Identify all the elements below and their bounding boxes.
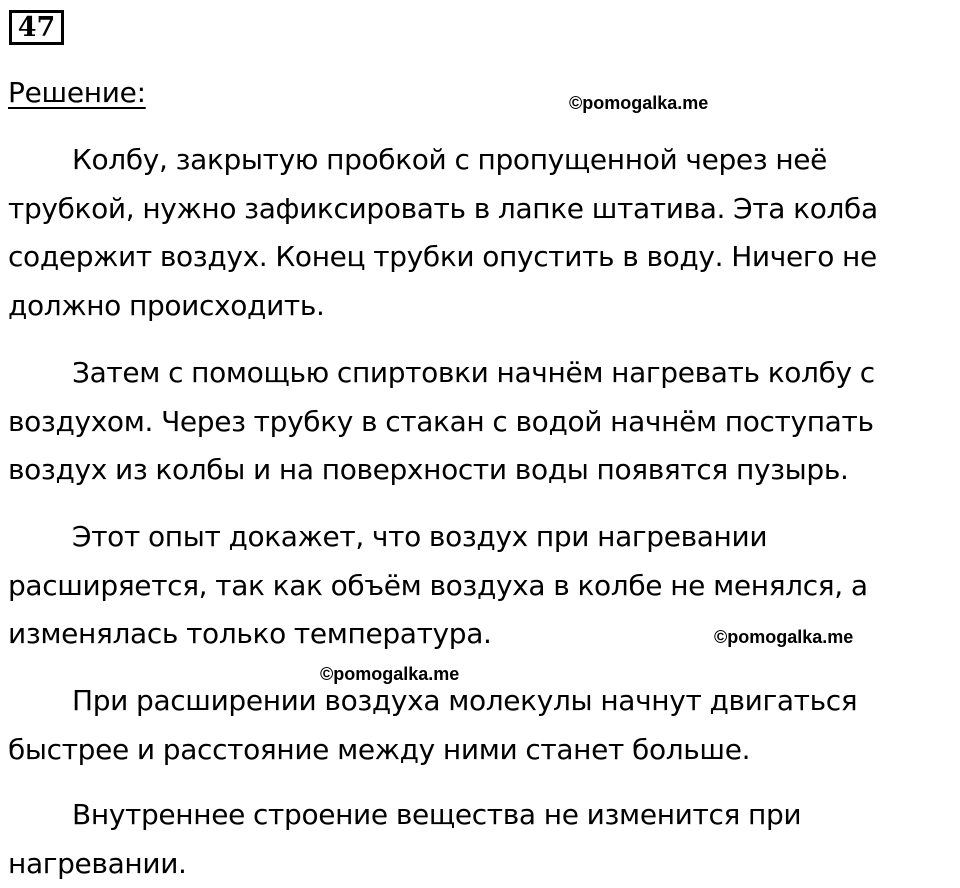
task-number-box xyxy=(9,10,64,45)
watermark: ©pomogalka.me xyxy=(320,664,460,684)
solution-heading: Решение: xyxy=(8,76,146,109)
paragraph: Внутреннее строение вещества не изменится при нагревании. xyxy=(8,798,802,880)
paragraph: Этот опыт докажет, что воздух при нагревании расширяется, так как объём воздуха в колбе не менялся, а изменялась только температура. xyxy=(8,520,868,650)
watermark: ©pomogalka.me xyxy=(569,93,709,113)
task-number: 47 xyxy=(17,12,56,43)
paragraph: Колбу, закрытую пробкой с пропущенной через неё трубкой, нужно зафиксировать в лапке штатива. Эта колба содержит воздух. Конец трубки опустить в воду. Ничего не должно происходить. xyxy=(8,143,878,322)
paragraph: При расширении воздуха молекулы начнут двигаться быстрее и расстояние между ними станет больше. xyxy=(8,684,858,766)
watermark: ©pomogalka.me xyxy=(714,627,854,647)
paragraph: Затем с помощью спиртовки начнём нагревать колбу с воздухом. Через трубку в стакан с водой начнём поступать воздух из колбы и на поверхности воды появятся пузырь. xyxy=(8,356,875,486)
